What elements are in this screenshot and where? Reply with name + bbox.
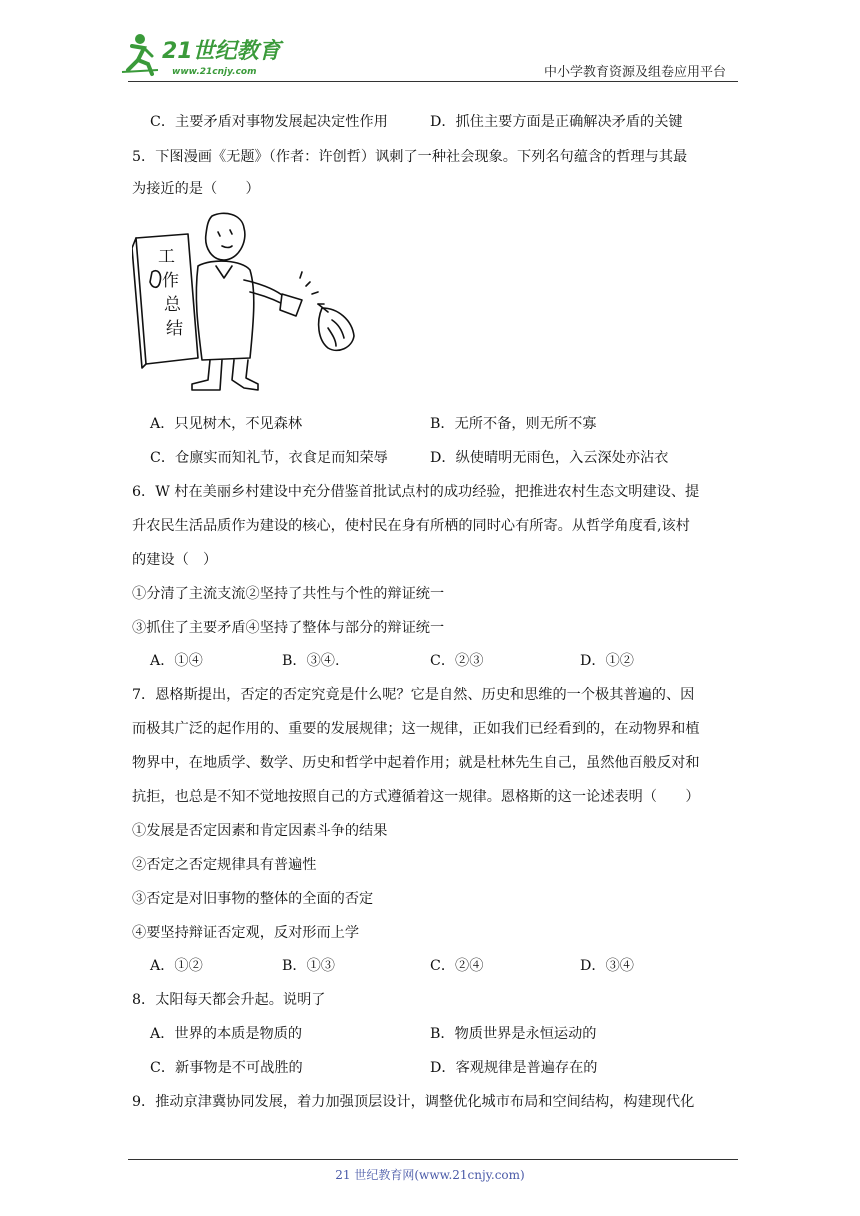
- q7-option-a[interactable]: A．①②: [150, 958, 203, 974]
- footer-text[interactable]: 21 世纪教育网(www.21cnjy.com): [335, 1168, 525, 1182]
- q8-option-a[interactable]: A．世界的本质是物质的: [150, 1026, 303, 1042]
- q5-stem-line-2: 为接近的是（ ）: [132, 181, 260, 197]
- q5-option-d[interactable]: D．纵使晴明无雨色，入云深处亦沾衣: [430, 450, 669, 466]
- cartoon-text-2: 作: [162, 271, 179, 291]
- q6-stem-line-1: 6．W 村在美丽乡村建设中充分借鉴首批试点村的成功经验，把推进农村生态文明建设、提: [132, 484, 700, 500]
- q7-stem-line-3: 物界中，在地质学、数学、历史和哲学中起着作用；就是杜林先生自己，虽然他百般反对和: [132, 755, 700, 771]
- cartoon-text-3: 总: [164, 295, 181, 315]
- q6-stem-line-2: 升农民生活品质作为建设的核心，使村民在身有所栖的同时心有所寄。从哲学角度看,该村: [132, 518, 690, 534]
- q7-stem-line-2: 而极其广泛的起作用的、重要的发展规律；这一规律，正如我们已经看到的，在动物界和植: [132, 721, 700, 737]
- q8-stem: 8．太阳每天都会升起。说明了: [132, 992, 326, 1008]
- site-logo[interactable]: [118, 30, 288, 78]
- q6-option-d[interactable]: D．①②: [580, 653, 634, 669]
- q7-statement-2: ②否定之否定规律具有普遍性: [132, 857, 317, 873]
- cartoon-text-1: 工: [158, 247, 175, 267]
- q7-option-c[interactable]: C．②④: [430, 958, 484, 974]
- cartoon-image: [132, 208, 362, 398]
- q7-statement-4: ④要坚持辩证否定观，反对形而上学: [132, 925, 360, 941]
- q6-option-b[interactable]: B．③④.: [282, 653, 340, 669]
- q6-option-c[interactable]: C．②③: [430, 653, 484, 669]
- q7-statement-3: ③否定是对旧事物的整体的全面的否定: [132, 891, 374, 907]
- q6-statements-1: ①分清了主流支流②坚持了共性与个性的辩证统一: [132, 586, 445, 602]
- q5-option-b[interactable]: B．无所不备，则无所不寡: [430, 416, 597, 432]
- q6-statements-2: ③抓住了主要矛盾④坚持了整体与部分的辩证统一: [132, 620, 445, 636]
- header-divider: [128, 81, 738, 82]
- q5-option-c[interactable]: C．仓廪实而知礼节，衣食足而知荣辱: [150, 450, 388, 466]
- q9-stem-line-1: 9．推动京津冀协同发展，着力加强顶层设计，调整优化城市布局和空间结构，构建现代化: [132, 1094, 695, 1110]
- runner-icon: [122, 34, 158, 74]
- logo-text: 21世纪教育: [162, 39, 281, 64]
- q8-option-b[interactable]: B．物质世界是永恒运动的: [430, 1026, 597, 1042]
- q4-option-c[interactable]: C．主要矛盾对事物发展起决定性作用: [150, 114, 388, 130]
- q7-option-b[interactable]: B．①③: [282, 958, 335, 974]
- platform-name: 中小学教育资源及组卷应用平台: [543, 65, 726, 80]
- logo-url: www.21cnjy.com: [172, 67, 257, 77]
- q8-option-c[interactable]: C．新事物是不可战胜的: [150, 1060, 303, 1076]
- q7-option-d[interactable]: D．③④: [580, 958, 634, 974]
- q8-option-d[interactable]: D．客观规律是普遍存在的: [430, 1060, 598, 1076]
- q5-option-a[interactable]: A．只见树木，不见森林: [150, 416, 303, 432]
- q7-stem-line-1: 7．恩格斯提出，否定的否定究竟是什么呢？它是自然、历史和思维的一个极其普遍的、因: [132, 687, 695, 703]
- q7-stem-line-4: 抗拒，也总是不知不觉地按照自己的方式遵循着这一规律。恩格斯的这一论述表明（ ）: [132, 789, 700, 805]
- q5-stem-line-1: 5．下图漫画《无题》（作者：许创哲）讽刺了一种社会现象。下列名句蕴含的哲理与其最: [132, 149, 688, 165]
- q4-option-d[interactable]: D．抓住主要方面是正确解决矛盾的关键: [430, 114, 683, 130]
- q7-statement-1: ①发展是否定因素和肯定因素斗争的结果: [132, 823, 388, 839]
- page-header: [0, 0, 860, 86]
- q6-stem-line-3: 的建设（ ）: [132, 552, 218, 568]
- q6-option-a[interactable]: A．①④: [150, 653, 203, 669]
- cartoon-text-4: 结: [166, 319, 183, 339]
- footer-divider: [128, 1159, 738, 1160]
